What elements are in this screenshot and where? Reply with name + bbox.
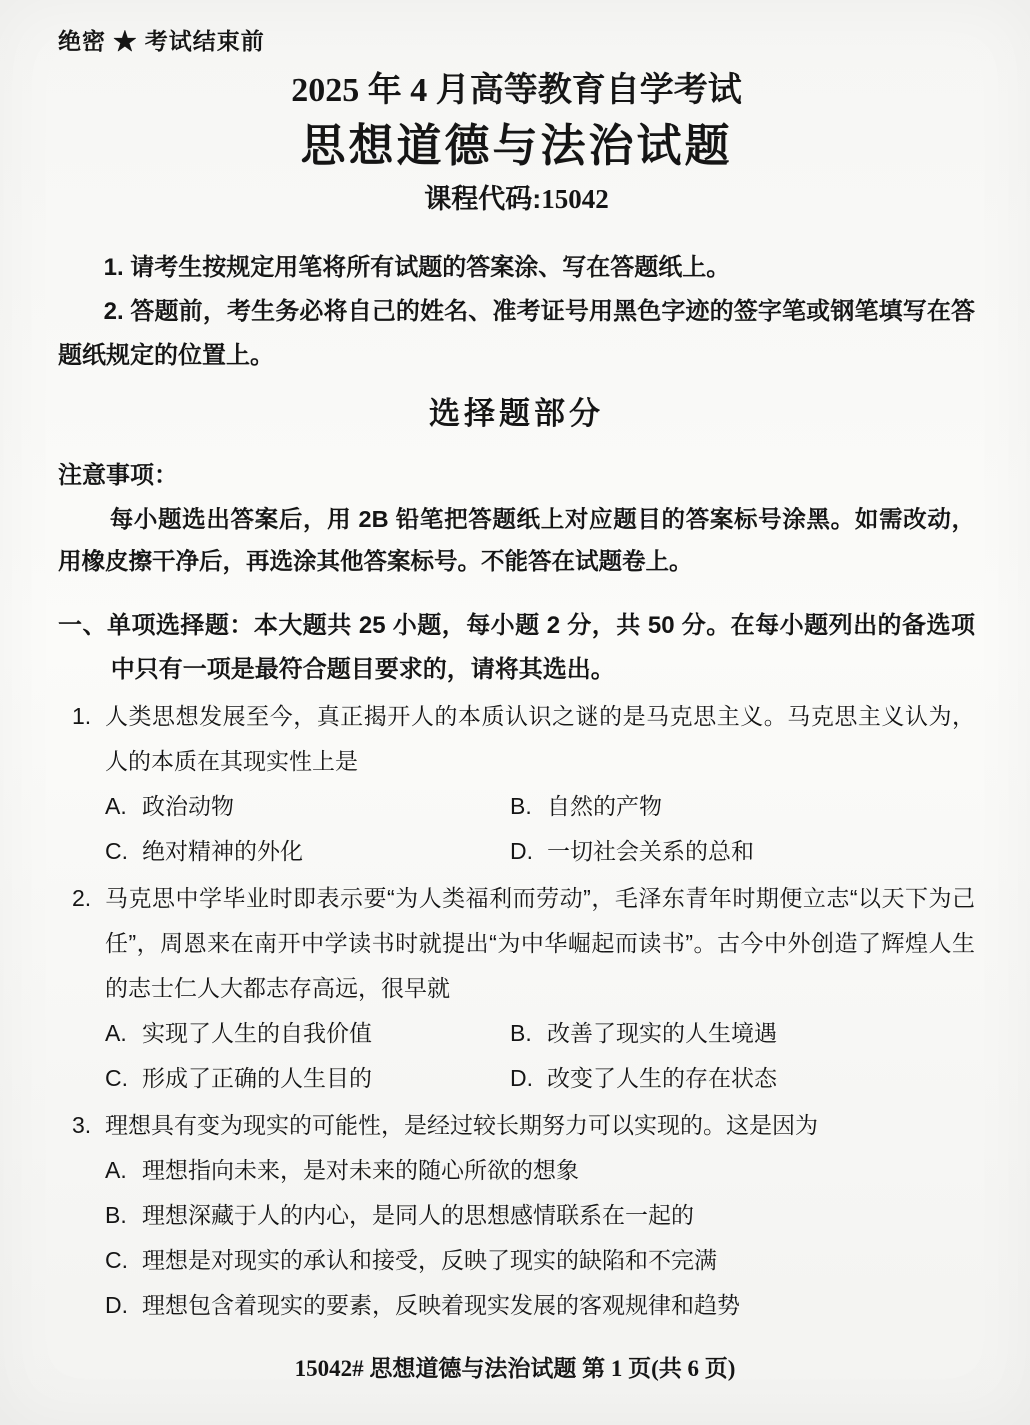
option-c-text: 绝对精神的外化 [142,838,303,864]
question-2-options [105,1011,975,1101]
option-c-label: C. [105,838,128,864]
part-one-heading: 一、单项选择题：本大题共 25 小题，每小题 2 分，共 50 分。在每小题列出的备选项中只有一项是最符合题目要求的，请将其选出。 [58,612,975,683]
option-d-text: 改变了人生的存在状态 [547,1065,777,1091]
option-b-label: B. [510,1020,532,1046]
classification-banner: 绝密 ★ 考试结束前 [58,28,265,54]
question-2-stem: 马克思中学毕业时即表示要“为人类福利而劳动”，毛泽东青年时期便立志“以天下为己任”，周恩来在南开中学读书时就提出“为中华崛起而读书”。古今中外创造了辉煌人生的志士仁人大都志存高远，很早就 [105,885,975,1001]
question-1-stem: 人类思想发展至今，真正揭开人的本质认识之谜的是马克思主义。马克思主义认为，人的本质在其现实性上是 [105,703,975,774]
page-footer: 15042# 思想道德与法治试题 第 1 页(共 6 页) [294,1356,736,1381]
question-1-option-c [105,829,510,874]
option-c-label: C. [105,1247,128,1273]
question-2 [58,876,975,1101]
question-1-option-d [510,829,975,874]
course-code [58,182,975,216]
exam-session-title: 2025 年 4 月高等教育自学考试 [291,72,742,109]
option-a-label: A. [105,793,127,819]
question-1-options [105,784,975,874]
option-d-label: D. [510,838,533,864]
question-3-number: 3. [72,1112,92,1138]
question-2-option-a [105,1011,510,1056]
option-b-label: B. [105,1202,127,1228]
question-2-option-b [510,1011,975,1056]
question-1-number: 1. [72,703,92,729]
question-2-number: 2. [72,885,92,911]
question-3-option-b [105,1193,975,1238]
option-a-text: 政治动物 [142,793,234,819]
option-c-label: C. [105,1065,128,1091]
option-d-label: D. [105,1292,128,1318]
notice-body: 每小题选出答案后，用 2B 铅笔把答题纸上对应题目的答案标号涂黑。如需改动，用橡皮擦干净后，再选涂其他答案标号。不能答在试题卷上。 [58,506,975,574]
option-a-text: 实现了人生的自我价值 [142,1020,372,1046]
question-2-option-c [105,1056,510,1101]
option-b-text: 理想深藏于人的内心，是同人的思想感情联系在一起的 [142,1202,694,1228]
question-2-option-d [510,1056,975,1101]
question-3-option-a [105,1148,975,1193]
question-1-option-b [510,784,975,829]
question-3-options [105,1148,975,1328]
course-code-label: 课程代码: [424,184,542,214]
section-title: 选择题部分 [429,396,604,431]
option-a-label: A. [105,1157,127,1183]
question-3-line [72,1103,975,1148]
question-3-option-c [105,1238,975,1283]
question-1-option-a [105,784,510,829]
question-2-line [72,876,975,1011]
course-code-value: 15042 [541,184,609,214]
option-a-text: 理想指向未来，是对未来的随心所欲的想象 [142,1157,579,1183]
option-a-label: A. [105,1020,127,1046]
option-c-text: 形成了正确的人生目的 [142,1065,372,1091]
question-1-line [72,694,975,784]
instruction-2: 2. 答题前，考生务必将自己的姓名、准考证号用黑色字迹的签字笔或钢笔填写在答题纸规定的位置上。 [58,298,975,369]
general-instructions [58,246,975,378]
option-d-text: 一切社会关系的总和 [547,838,754,864]
option-d-label: D. [510,1065,533,1091]
option-b-label: B. [510,793,532,819]
question-3-option-d [105,1283,975,1328]
question-3 [58,1103,975,1328]
notice-heading: 注意事项： [58,462,178,489]
option-d-text: 理想包含着现实的要素，反映着现实发展的客观规律和趋势 [142,1292,740,1318]
option-b-text: 自然的产物 [547,793,662,819]
option-c-text: 理想是对现实的承认和接受，反映了现实的缺陷和不完满 [142,1247,717,1273]
option-b-text: 改善了现实的人生境遇 [547,1020,777,1046]
exam-title: 思想道德与法治试题 [300,120,733,171]
question-1 [58,694,975,874]
instruction-1: 1. 请考生按规定用笔将所有试题的答案涂、写在答题纸上。 [103,254,731,281]
question-3-stem: 理想具有变为现实的可能性，是经过较长期努力可以实现的。这是因为 [105,1112,818,1138]
